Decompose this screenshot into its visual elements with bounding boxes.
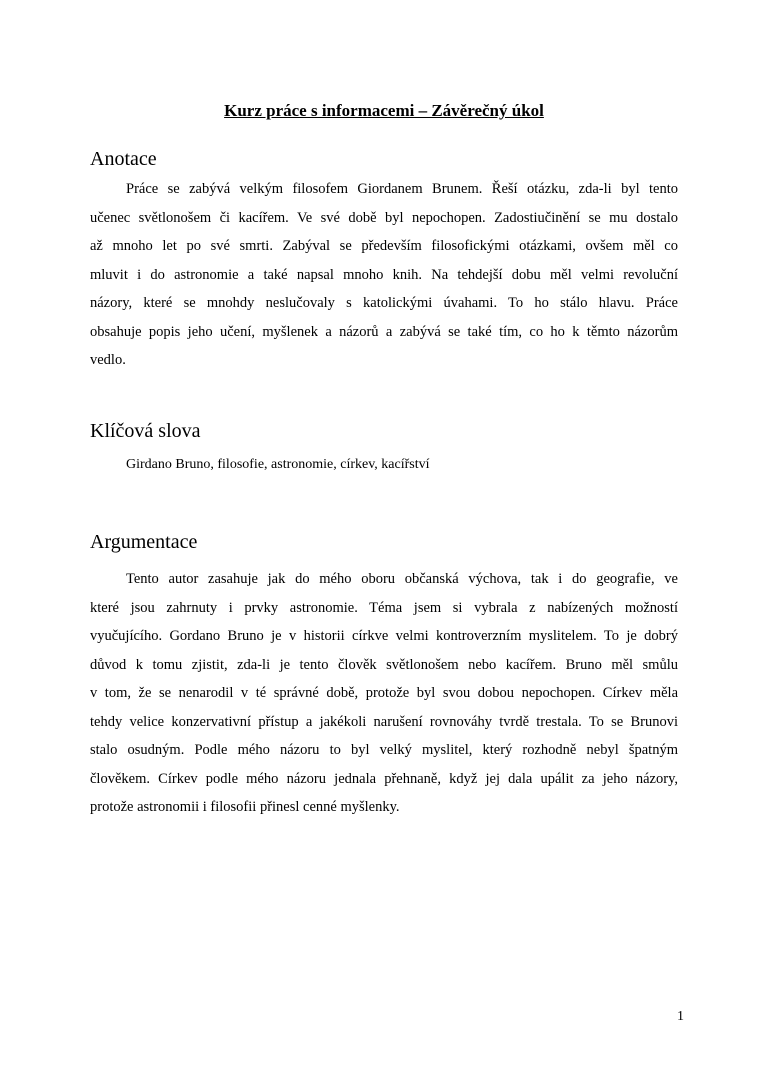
document-title: Kurz práce s informacemi – Závěrečný úkol: [224, 101, 544, 120]
paragraph-line: názory, které se mnohdy neslučovaly s katolickými úvahami. To ho stálo hlavu. Práce: [90, 295, 678, 311]
paragraph-line: učenec světlonošem či kacířem. Ve své době byl nepochopen. Zadostiučinění se mu dostalo: [90, 209, 678, 226]
paragraph-line: Tento autor zasahuje jak do mého oboru občanská výchova, tak i do geografie, ve: [126, 571, 678, 587]
page-number: 1: [677, 1009, 684, 1024]
keywords-text: Girdano Bruno, filosofie, astronomie, církev, kacířství: [126, 457, 430, 472]
paragraph-line: důvod k tomu zjistit, zda-li je tento člověk světlonošem nebo kacířem. Bruno měl smůlu: [90, 656, 678, 673]
paragraph-line: vyučujícího. Gordano Bruno je v historii církve velmi kontroverzním myslitelem. To je dobrý: [90, 628, 678, 644]
paragraph-line: vedlo.: [90, 352, 126, 368]
argumentace-paragraph: [90, 565, 678, 822]
paragraph-line: v tom, že se nenarodil v té správné době, protože byl svou dobou nepochopen. Církev měla: [90, 685, 678, 701]
paragraph-line: protože astronomii i filosofii přinesl cenné myšlenky.: [90, 799, 400, 815]
anotace-paragraph: [90, 175, 678, 375]
paragraph-line: člověkem. Církev podle mého názoru jednala přehnaně, když jej dala upálit za jeho názory,: [90, 770, 678, 787]
section-heading-klicova-slova: Klíčová slova: [90, 420, 201, 442]
paragraph-line: stalo osudným. Podle mého názoru to byl velký myslitel, který rozhodně nebyl špatným: [90, 742, 678, 758]
paragraph-line: obsahuje popis jeho učení, myšlenek a názorů a zabývá se také tím, co ho k těmto názorům: [90, 323, 678, 340]
section-heading-argumentace: Argumentace: [90, 531, 198, 553]
section-heading-anotace: Anotace: [90, 148, 157, 170]
paragraph-line: tehdy velice konzervativní přístup a jakékoli narušení rovnováhy tvrdě trestala. To se Brunovi: [90, 713, 678, 730]
paragraph-line: až mnoho let po své smrti. Zabýval se především filosofickými otázkami, ovšem měl co: [90, 238, 678, 254]
paragraph-line: Práce se zabývá velkým filosofem Giordanem Brunem. Řeší otázku, zda-li byl tento: [126, 181, 678, 197]
paragraph-line: které jsou zahrnuty i prvky astronomie. Téma jsem si vybrala z nabízených možností: [90, 599, 678, 616]
paragraph-line: mluvit i do astronomie a také napsal mnoho knih. Na tehdejší dobu měl velmi revoluční: [90, 266, 678, 283]
